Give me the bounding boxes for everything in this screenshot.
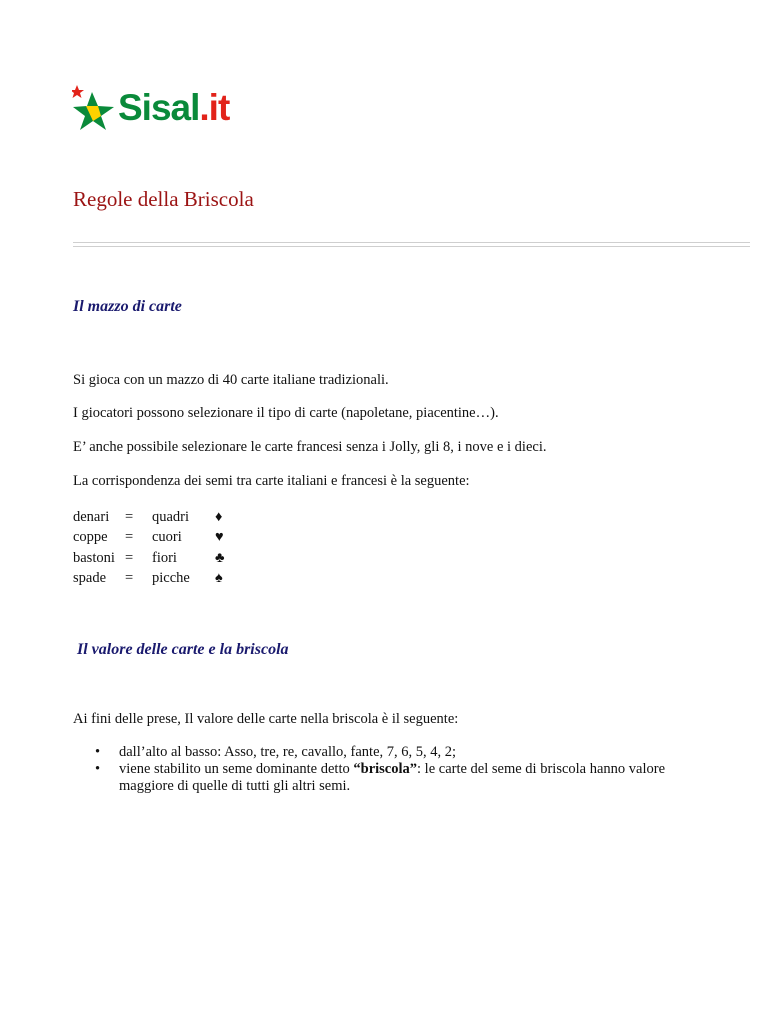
diamond-icon: ♦ [215, 508, 223, 525]
paragraph: La corrispondenza dei semi tra carte italiani e francesi è la seguente: [73, 473, 470, 489]
logo-tld: .it [199, 87, 230, 128]
table-row [73, 528, 235, 549]
logo-wordmark [118, 88, 229, 128]
card-value-list [73, 744, 693, 795]
equals-sign: = [125, 570, 134, 587]
equals-sign: = [125, 549, 134, 566]
table-row [73, 507, 235, 528]
paragraph: E’ anche possibile selezionare le carte francesi senza i Jolly, gli 8, i nove e i dieci. [73, 439, 547, 455]
paragraph: Ai fini delle prese, Il valore delle carte nella briscola è il seguente: [73, 711, 459, 727]
french-suit: cuori [152, 529, 182, 546]
paragraph: I giocatori possono selezionare il tipo di carte (napoletane, piacentine…). [73, 405, 499, 421]
italian-suit: spade [73, 570, 107, 587]
french-suit: fiori [152, 549, 177, 566]
list-item [73, 744, 693, 761]
italian-suit: coppe [73, 529, 108, 546]
sisal-logo [72, 84, 252, 134]
list-item-text: dall’alto al basso: Asso, tre, re, cavallo, fante, 7, 6, 5, 4, 2; [119, 744, 457, 760]
italian-suit: bastoni [73, 549, 115, 566]
section-heading-deck: Il mazzo di carte [73, 298, 182, 315]
bullet-icon: • [95, 761, 101, 777]
french-suit: quadri [152, 508, 190, 525]
club-icon: ♣ [215, 549, 225, 566]
heart-icon: ♥ [215, 529, 224, 546]
paragraph: Si gioca con un mazzo di 40 carte italiane tradizionali. [73, 372, 389, 388]
list-item-text: viene stabilito un seme dominante detto [119, 761, 354, 777]
equals-sign: = [125, 508, 134, 525]
section-heading-card-values: Il valore delle carte e la briscola [77, 641, 289, 658]
table-row [73, 548, 235, 569]
equals-sign: = [125, 529, 134, 546]
divider [73, 242, 750, 247]
briscola-term: “briscola” [353, 761, 418, 777]
logo-brand: Sisal [118, 87, 200, 128]
spade-icon: ♠ [215, 570, 223, 587]
italian-suit: denari [73, 508, 110, 525]
suit-correspondence-table [73, 507, 235, 589]
table-row [73, 569, 235, 590]
list-item [73, 761, 693, 795]
list-item-text: : le carte del seme di briscola hanno valore maggiore di quelle di tutti gli altri semi. [119, 761, 666, 794]
bullet-icon: • [95, 744, 101, 760]
star-icon [72, 84, 118, 132]
french-suit: picche [152, 570, 190, 587]
page-title: Regole della Briscola [73, 187, 254, 211]
